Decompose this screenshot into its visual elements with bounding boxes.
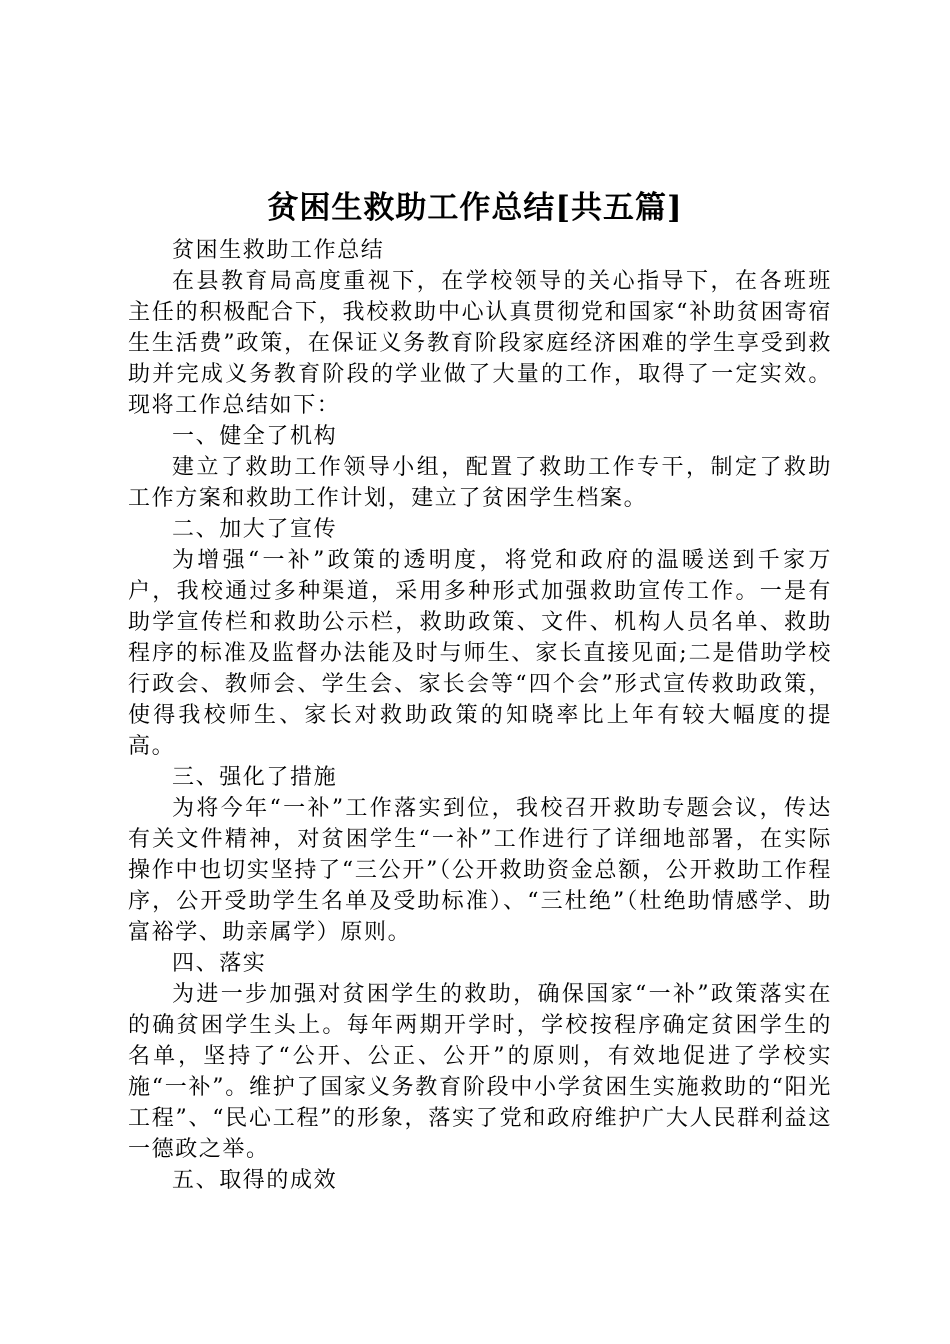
section-heading-3: 三、强化了措施 [172, 765, 338, 790]
document-body [128, 235, 832, 1196]
section-paragraph-1: 建立了救助工作领导小组，配置了救助工作专干，制定了救助工作方案和救助工作计划，建立了贫困学生档案。 [128, 455, 832, 511]
section-heading-4: 四、落实 [172, 951, 267, 976]
section-paragraph-3: 为将今年“一补”工作落实到位，我校召开救助专题会议，传达有关文件精神，对贫困学生“一补”工作进行了详细地部署，在实际操作中也切实坚持了“三公开”（公开救助资金总额，公开救助工作程序，公开受助学生名单及受助标准）、“三杜绝”（杜绝助情感学、助富裕学、助亲属学）原则。 [128, 796, 832, 945]
section-paragraph-2: 为增强“一补”政策的透明度，将党和政府的温暖送到千家万户，我校通过多种渠道，采用多种形式加强救助宣传工作。一是有助学宣传栏和救助公示栏，救助政策、文件、机构人员名单、救助程序的标准及监督办法能及时与师生、家长直接见面;二是借助学校行政会、教师会、学生会、家长会等“四个会”形式宣传救助政策，使得我校师生、家长对救助政策的知晓率比上年有较大幅度的提高。 [128, 548, 832, 759]
section-heading-1: 一、健全了机构 [172, 424, 338, 449]
section-heading-5: 五、取得的成效 [172, 1168, 338, 1193]
section-paragraph-4: 为进一步加强对贫困学生的救助，确保国家“一补”政策落实在的确贫困学生头上。每年两期开学时，学校按程序确定贫困学生的名单，坚持了“公开、公正、公开”的原则，有效地促进了学校实施“一补”。维护了国家义务教育阶段中小学贫困生实施救助的“阳光工程”、“民心工程”的形象，落实了党和政府维护广大人民群利益这一德政之举。 [128, 982, 832, 1162]
intro-paragraph: 在县教育局高度重视下，在学校领导的关心指导下，在各班班主任的积极配合下，我校救助中心认真贯彻党和国家“补助贫困寄宿生生活费”政策，在保证义务教育阶段家庭经济困难的学生享受到救助并完成义务教育阶段的学业做了大量的工作，取得了一定实效。现将工作总结如下： [128, 269, 832, 418]
subtitle-heading: 贫困生救助工作总结 [172, 238, 385, 263]
document-title: 贫困生救助工作总结[共五篇] [267, 190, 683, 226]
section-heading-2: 二、加大了宣传 [172, 517, 338, 542]
